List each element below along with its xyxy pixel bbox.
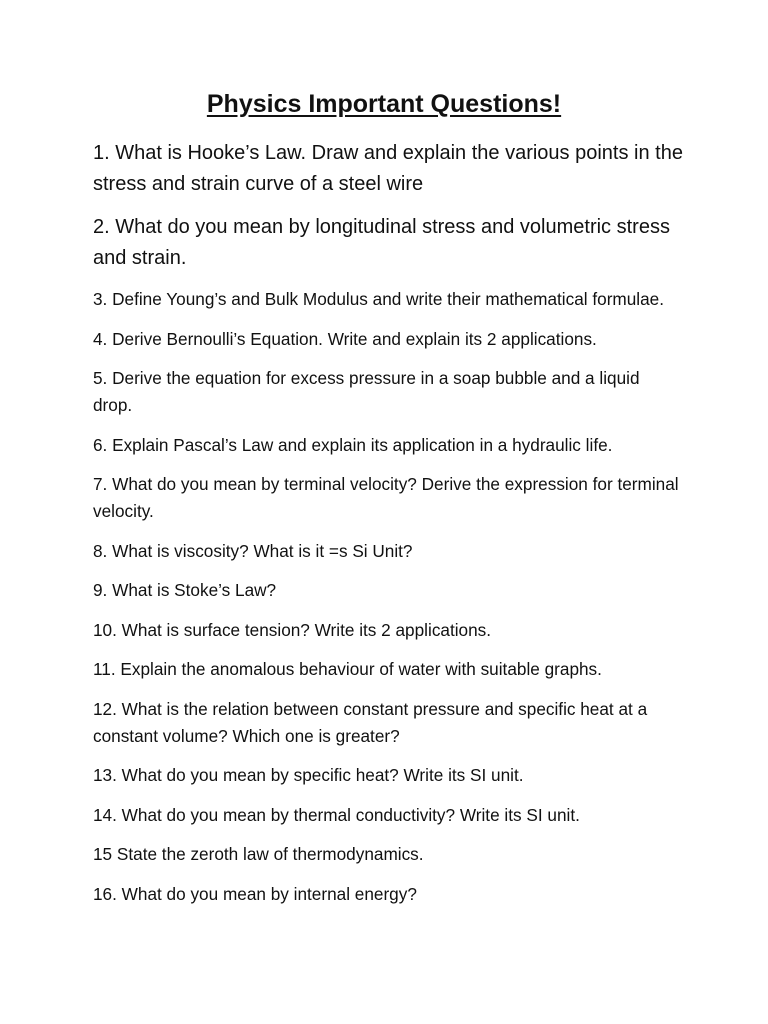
- question-item: 8. What is viscosity? What is it =s Si Unit?: [93, 540, 413, 561]
- question-item: 2. What do you mean by longitudinal stress and volumetric stress and strain.: [93, 216, 670, 269]
- question-item: 5. Derive the equation for excess pressure in a soap bubble and a liquid drop.: [93, 368, 640, 415]
- question-item: 10. What is surface tension? Write its 2 applications.: [93, 619, 492, 640]
- question-item: 9. What is Stoke’s Law?: [93, 580, 277, 600]
- question-item: 1. What is Hooke’s Law. Draw and explain the various points in the stress and strain curve of a steel wire: [93, 142, 683, 195]
- question-item: 11. Explain the anomalous behaviour of water with suitable graphs.: [93, 659, 602, 679]
- question-item: 3. Define Young’s and Bulk Modulus and write their mathematical formulae.: [93, 289, 665, 309]
- question-item: 16. What do you mean by internal energy?: [93, 883, 417, 904]
- question-item: 4. Derive Bernoulli’s Equation. Write and explain its 2 applications.: [93, 328, 597, 349]
- question-item: 14. What do you mean by thermal conductivity? Write its SI unit.: [93, 804, 580, 825]
- question-item: 12. What is the relation between constant pressure and specific heat at a constant volume? Which one is greater?: [93, 698, 648, 746]
- question-item: 15 State the zeroth law of thermodynamics.: [93, 844, 424, 864]
- question-list: [93, 138, 683, 920]
- question-item: 13. What do you mean by specific heat? Write its SI unit.: [93, 765, 524, 785]
- document-title: Physics Important Questions!: [206, 90, 562, 118]
- question-item: 7. What do you mean by terminal velocity? Derive the expression for terminal velocity.: [93, 474, 679, 521]
- question-item: 6. Explain Pascal’s Law and explain its application in a hydraulic life.: [93, 434, 613, 455]
